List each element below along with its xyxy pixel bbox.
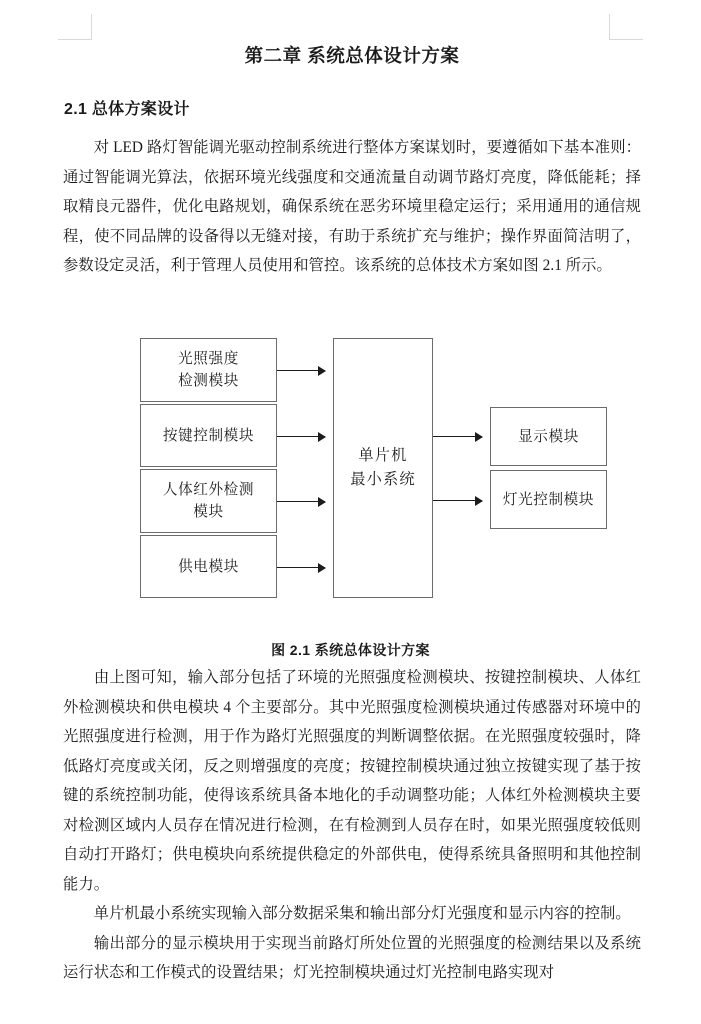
system-block-diagram xyxy=(140,330,610,620)
paragraph-overview-text: 对 LED 路灯智能调光驱动控制系统进行整体方案谋划时，要遵循如下基本准则：通过智能调光算法，依据环境光线强度和交通流量自动调节路灯亮度，降低能耗；择取精良元器件，优化电路规划，确保系统在恶劣环境里稳定运行；采用通用的通信规程，使不同品牌的设备得以无缝对接，有助于系统扩充与维护；操作界面简洁明了，参数设定灵活，利于管理人员使用和管控。该系统的总体技术方案如图 2.1 所示。 xyxy=(63,139,641,274)
paragraph-input-modules-text: 由上图可知，输入部分包括了环境的光照强度检测模块、按键控制模块、人体红外检测模块和供电模块 4 个主要部分。其中光照强度检测模块通过传感器对环境中的光照强度进行检测，用于作为路灯光照强度的判断调整依据。在光照强度较强时，降低路灯亮度或关闭，反之则增强度的亮度；按键控制模块通过独立按键实现了基于按键的系统控制功能，使得该系统具备本地化的手动调整功能；人体红外检测模块主要对检测区域内人员存在情况进行检测，在有检测到人员存在时，如果光照强度较低则自动打开路灯；供电模块向系统提供稳定的外部供电，使得系统具备照明和其他控制能力。 xyxy=(63,669,641,893)
block-display-module: 显示模块 xyxy=(490,407,607,466)
block-light-intensity-module: 光照强度 检测模块 xyxy=(140,338,277,402)
figure-2-1 xyxy=(0,330,701,630)
block-mcu-minimum-system: 单片机 最小系统 xyxy=(333,338,433,598)
arrow-pir-to-mcu xyxy=(277,501,325,502)
block-lamp-control-module: 灯光控制模块 xyxy=(490,470,607,529)
paragraph-output-modules xyxy=(63,929,641,988)
paragraph-mcu-role xyxy=(63,899,641,929)
arrow-light-to-mcu xyxy=(277,370,325,371)
arrow-mcu-to-display xyxy=(433,436,482,437)
paragraph-output-modules-text: 输出部分的显示模块用于实现当前路灯所处位置的光照强度的检测结果以及系统运行状态和工作模式的设置结果；灯光控制模块通过灯光控制电路实现对 xyxy=(63,934,641,981)
arrow-key-to-mcu xyxy=(277,436,325,437)
section-title: 2.1 总体方案设计 xyxy=(64,101,190,118)
chapter-title: 第二章 系统总体设计方案 xyxy=(244,45,460,66)
page-content xyxy=(63,0,641,281)
paragraph-input-modules xyxy=(63,663,641,899)
block-key-control-module: 按键控制模块 xyxy=(140,404,277,467)
paragraph-mcu-role-text: 单片机最小系统实现输入部分数据采集和输出部分灯光强度和显示内容的控制。 xyxy=(93,905,631,922)
arrow-power-to-mcu xyxy=(277,567,325,568)
page-content-after-figure xyxy=(63,663,641,988)
paragraph-overview xyxy=(63,119,641,281)
block-human-infrared-module: 人体红外检测 模块 xyxy=(140,469,277,533)
block-power-supply-module: 供电模块 xyxy=(140,535,277,598)
figure-caption: 图 2.1 系统总体设计方案 xyxy=(271,642,430,658)
arrow-mcu-to-lamp xyxy=(433,500,482,501)
